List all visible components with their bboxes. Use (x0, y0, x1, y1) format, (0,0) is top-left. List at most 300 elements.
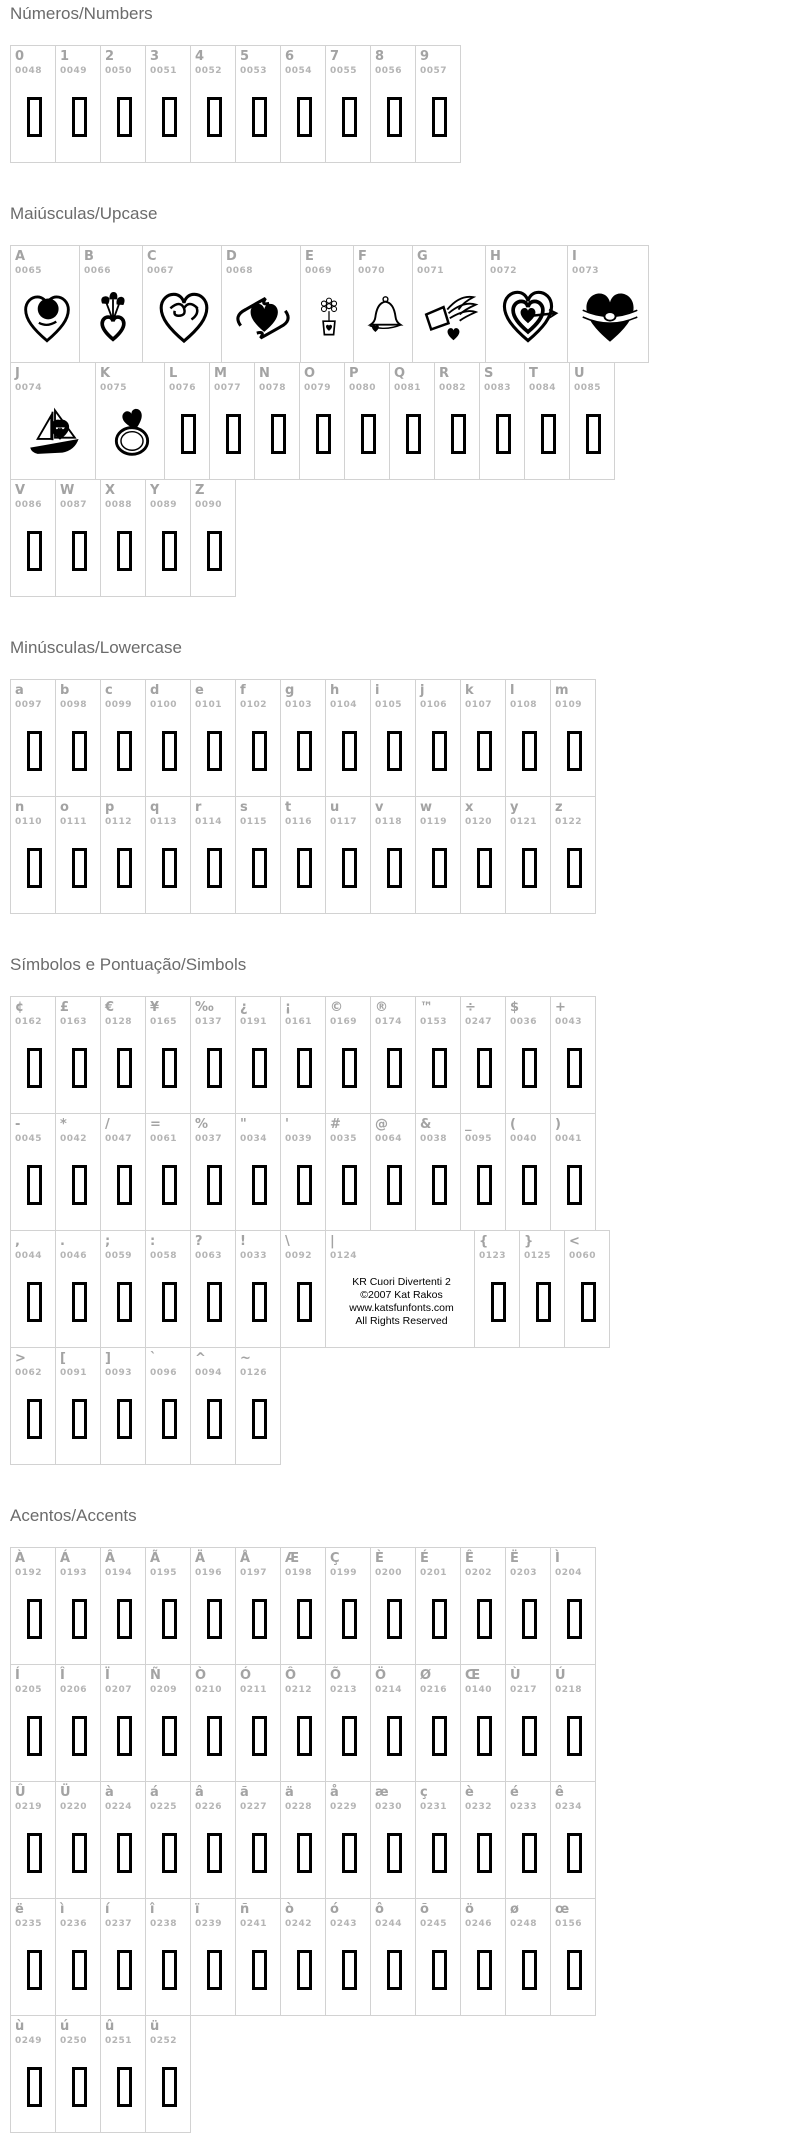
glyph-cell-0165 (145, 996, 191, 1114)
glyph-cell-0061 (145, 1113, 191, 1231)
glyph-preview (465, 1147, 504, 1230)
missing-glyph-icon (522, 1833, 537, 1873)
glyph-char-label: | (330, 1234, 335, 1249)
glyph-cell-0206 (55, 1664, 101, 1782)
glyph-char-label: $ (510, 1000, 520, 1015)
missing-glyph-icon (117, 97, 132, 137)
glyph-unicode-label: 0198 (285, 1568, 313, 1578)
glyph-cell-0083 (479, 362, 525, 480)
glyph-char-label: M (214, 366, 227, 381)
glyph-unicode-label: 0045 (15, 1134, 43, 1144)
missing-glyph-icon (162, 1165, 177, 1205)
glyph-char-label: Œ (465, 1668, 481, 1683)
glyph-unicode-label: 0236 (60, 1919, 88, 1929)
glyph-char-label: : (150, 1234, 156, 1249)
glyph-cell-0207 (100, 1664, 146, 1782)
glyph-unicode-label: 0033 (240, 1251, 268, 1261)
missing-glyph-icon (207, 1950, 222, 1990)
glyph-preview (15, 713, 54, 796)
glyph-cell-0067 (142, 245, 222, 363)
glyph-cell-0101 (190, 679, 236, 797)
glyph-cell-0220 (55, 1781, 101, 1899)
glyph-unicode-label: 0140 (465, 1685, 493, 1695)
glyph-char-label: Ø (420, 1668, 432, 1683)
glyph-preview (150, 513, 189, 596)
glyph-cell-0194 (100, 1547, 146, 1665)
glyph-cell-0198 (280, 1547, 326, 1665)
glyph-char-label: Ù (510, 1668, 521, 1683)
glyph-preview (304, 396, 343, 479)
glyph-cell-0107 (460, 679, 506, 797)
missing-glyph-icon (522, 1950, 537, 1990)
missing-glyph-icon (432, 1833, 447, 1873)
section-lowercase (10, 637, 810, 914)
glyph-unicode-label: 0231 (420, 1802, 448, 1812)
glyph-cell-0120 (460, 796, 506, 914)
glyph-preview (15, 1264, 54, 1347)
glyph-char-label: Y (150, 483, 160, 498)
missing-glyph-icon (567, 1950, 582, 1990)
glyph-preview (240, 713, 279, 796)
glyph-unicode-label: 0055 (330, 66, 358, 76)
missing-glyph-icon (567, 1833, 582, 1873)
missing-glyph-icon (207, 1833, 222, 1873)
glyph-cell-0153 (415, 996, 461, 1114)
glyph-unicode-label: 0060 (569, 1251, 597, 1261)
bell-heart-icon (361, 293, 409, 341)
glyph-preview (484, 396, 523, 479)
glyph-preview (60, 79, 99, 162)
missing-glyph-icon (72, 1950, 87, 1990)
glyph-cell-0076 (164, 362, 210, 480)
missing-glyph-icon (72, 2067, 87, 2107)
glyph-preview (285, 713, 324, 796)
glyph-cell-0217 (505, 1664, 551, 1782)
glyph-cell-0203 (505, 1547, 551, 1665)
glyph-char-label: W (60, 483, 75, 498)
glyph-char-label: œ (555, 1902, 570, 1917)
glyph-cell-0095 (460, 1113, 506, 1231)
glyph-preview (15, 1147, 54, 1230)
glyph-preview (330, 1698, 369, 1781)
missing-glyph-icon (342, 1716, 357, 1756)
missing-glyph-icon (451, 414, 466, 454)
glyph-cell-0074 (10, 362, 96, 480)
missing-glyph-icon (207, 848, 222, 888)
glyph-char-label: £ (60, 1000, 70, 1015)
missing-glyph-icon (72, 1399, 87, 1439)
glyph-char-label: é (510, 1785, 519, 1800)
glyph-cell-0042 (55, 1113, 101, 1231)
glyph-preview (439, 396, 478, 479)
glyph-char-label: [ (60, 1351, 66, 1366)
glyph-unicode-label: 0228 (285, 1802, 313, 1812)
glyph-char-label: ø (510, 1902, 519, 1917)
glyph-unicode-label: 0113 (150, 817, 178, 827)
glyph-unicode-label: 0250 (60, 2036, 88, 2046)
glyph-char-label: d (150, 683, 160, 698)
glyph-preview (195, 1581, 234, 1664)
glyph-unicode-label: 0244 (375, 1919, 403, 1929)
glyph-row (10, 1347, 810, 1465)
glyph-cell-0193 (55, 1547, 101, 1665)
glyph-unicode-label: 0251 (105, 2036, 133, 2046)
glyph-preview (150, 1932, 189, 2015)
glyph-char-label: r (195, 800, 202, 815)
glyph-unicode-label: 0241 (240, 1919, 268, 1929)
glyph-preview (105, 1030, 144, 1113)
glyph-preview (150, 830, 189, 913)
glyph-cell-0078 (254, 362, 300, 480)
glyph-char-label: ] (105, 1351, 111, 1366)
glyph-cell-0051 (145, 45, 191, 163)
missing-glyph-icon (297, 1716, 312, 1756)
glyph-char-label: c (105, 683, 113, 698)
glyph-cell-0079 (299, 362, 345, 480)
missing-glyph-icon (491, 1282, 506, 1322)
glyph-char-label: S (484, 366, 494, 381)
glyph-char-label: " (240, 1117, 247, 1132)
glyph-cell-0039 (280, 1113, 326, 1231)
glyph-preview (420, 1815, 459, 1898)
glyph-unicode-label: 0056 (375, 66, 403, 76)
glyph-unicode-label: 0238 (150, 1919, 178, 1929)
glyph-char-label: o (60, 800, 69, 815)
glyph-preview (420, 1932, 459, 2015)
missing-glyph-icon (387, 1950, 402, 1990)
glyph-cell-0114 (190, 796, 236, 914)
glyph-preview (375, 79, 414, 162)
glyph-unicode-label: 0053 (240, 66, 268, 76)
glyph-preview (285, 79, 324, 162)
glyph-cell-0140 (460, 1664, 506, 1782)
glyph-preview (420, 79, 459, 162)
glyph-preview (420, 1581, 459, 1664)
glyph-preview (375, 1147, 414, 1230)
glyph-preview (100, 396, 163, 479)
glyph-unicode-label: 0118 (375, 817, 403, 827)
glyph-unicode-label: 0232 (465, 1802, 493, 1812)
missing-glyph-icon (207, 1048, 222, 1088)
glyph-char-label: Ã (150, 1551, 161, 1566)
glyph-char-label: A (15, 249, 26, 264)
glyph-char-label: ë (15, 1902, 24, 1917)
missing-glyph-icon (72, 1716, 87, 1756)
glyph-unicode-label: 0034 (240, 1134, 268, 1144)
glyph-preview (60, 1815, 99, 1898)
glyph-char-label: Ë (510, 1551, 519, 1566)
missing-glyph-icon (297, 1282, 312, 1322)
glyph-preview (240, 1264, 279, 1347)
missing-glyph-icon (162, 1599, 177, 1639)
glyph-unicode-label: 0252 (150, 2036, 178, 2046)
glyph-preview (15, 2049, 54, 2132)
glyph-char-label: Z (195, 483, 205, 498)
glyph-preview (375, 830, 414, 913)
glyph-preview (285, 1581, 324, 1664)
glyph-preview (285, 1147, 324, 1230)
glyph-preview (195, 1030, 234, 1113)
glyph-char-label: ì (60, 1902, 65, 1917)
glyph-cell-0087 (55, 479, 101, 597)
glyph-char-label: < (569, 1234, 580, 1249)
glyph-preview (15, 279, 78, 362)
glyph-preview (150, 713, 189, 796)
glyph-preview (330, 1815, 369, 1898)
missing-glyph-icon (117, 1165, 132, 1205)
glyph-preview (195, 1932, 234, 2015)
glyph-unicode-label: 0088 (105, 500, 133, 510)
glyph-char-label: K (100, 366, 111, 381)
glyph-preview (330, 1932, 369, 2015)
glyph-unicode-label: 0230 (375, 1802, 403, 1812)
glyph-unicode-label: 0090 (195, 500, 223, 510)
glyph-unicode-label: 0050 (105, 66, 133, 76)
glyph-cell-0065 (10, 245, 80, 363)
glyph-cell-0236 (55, 1898, 101, 2016)
font-info-text (330, 1276, 473, 1328)
glyph-cell-0040 (505, 1113, 551, 1231)
glyph-preview (555, 1581, 594, 1664)
glyph-char-label: s (240, 800, 248, 815)
glyph-char-label: w (420, 800, 433, 815)
glyph-char-label: N (259, 366, 270, 381)
missing-glyph-icon (522, 848, 537, 888)
heart-balloon-icon (18, 288, 76, 346)
glyph-cell-0197 (235, 1547, 281, 1665)
missing-glyph-icon (27, 731, 42, 771)
glyph-char-label: T (529, 366, 538, 381)
glyph-cell-0073 (567, 245, 649, 363)
glyph-char-label: Ò (195, 1668, 207, 1683)
glyph-cell-0103 (280, 679, 326, 797)
glyph-char-label: À (15, 1551, 26, 1566)
glyph-unicode-label: 0044 (15, 1251, 43, 1261)
glyph-unicode-label: 0058 (150, 1251, 178, 1261)
glyph-char-label: & (420, 1117, 432, 1132)
glyph-char-label: ! (240, 1234, 246, 1249)
glyph-char-label: Ö (375, 1668, 387, 1683)
glyph-cell-0104 (325, 679, 371, 797)
glyph-preview (375, 1581, 414, 1664)
glyph-char-label: . (60, 1234, 65, 1249)
missing-glyph-icon (567, 1048, 582, 1088)
glyph-cell-0200 (370, 1547, 416, 1665)
glyph-char-label: ò (285, 1902, 294, 1917)
glyph-unicode-label: 0049 (60, 66, 88, 76)
glyph-cell-0059 (100, 1230, 146, 1348)
glyph-unicode-label: 0112 (105, 817, 133, 827)
missing-glyph-icon (252, 1716, 267, 1756)
glyph-unicode-label: 0123 (479, 1251, 507, 1261)
glyph-char-label: U (574, 366, 585, 381)
glyph-preview (555, 830, 594, 913)
glyph-cell-0096 (145, 1347, 191, 1465)
missing-glyph-icon (72, 97, 87, 137)
missing-glyph-icon (207, 531, 222, 571)
glyph-char-label: _ (465, 1117, 472, 1132)
glyph-cell-0066 (79, 245, 143, 363)
glyph-preview (572, 279, 647, 362)
glyph-unicode-label: 0078 (259, 383, 287, 393)
glyph-unicode-label: 0048 (15, 66, 43, 76)
glyph-unicode-label: 0098 (60, 700, 88, 710)
glyph-cell-0071 (412, 245, 486, 363)
glyph-row (10, 796, 810, 914)
missing-glyph-icon (252, 1399, 267, 1439)
glyph-unicode-label: 0137 (195, 1017, 223, 1027)
glyph-cell-0174 (370, 996, 416, 1114)
glyph-row (10, 245, 810, 363)
glyph-preview (105, 513, 144, 596)
glyph-char-label: ú (60, 2019, 70, 2034)
glyph-char-label: 0 (15, 49, 25, 64)
glyph-preview (60, 1264, 99, 1347)
glyph-preview (240, 830, 279, 913)
glyph-unicode-label: 0093 (105, 1368, 133, 1378)
glyph-cell-0204 (550, 1547, 596, 1665)
glyph-char-label: â (195, 1785, 204, 1800)
glyph-preview (15, 1381, 54, 1464)
glyph-preview (420, 830, 459, 913)
glyph-unicode-label: 0103 (285, 700, 313, 710)
glyph-char-label: ® (375, 1000, 388, 1015)
glyph-char-label: % (195, 1117, 209, 1132)
glyph-cell-0088 (100, 479, 146, 597)
font-info-line: KR Cuori Divertenti 2 (352, 1275, 451, 1288)
missing-glyph-icon (72, 531, 87, 571)
glyph-preview (330, 830, 369, 913)
glyph-unicode-label: 0247 (465, 1017, 493, 1027)
missing-glyph-icon (297, 848, 312, 888)
glyph-preview (465, 1030, 504, 1113)
glyph-preview (555, 1147, 594, 1230)
glyph-preview (240, 79, 279, 162)
glyph-unicode-label: 0117 (330, 817, 358, 827)
missing-glyph-icon (117, 1048, 132, 1088)
glyph-unicode-label: 0233 (510, 1802, 538, 1812)
missing-glyph-icon (297, 1833, 312, 1873)
glyph-preview (490, 279, 566, 362)
glyph-preview (105, 2049, 144, 2132)
glyph-unicode-label: 0202 (465, 1568, 493, 1578)
glyph-unicode-label: 0224 (105, 1802, 133, 1812)
missing-glyph-icon (387, 731, 402, 771)
missing-glyph-icon (567, 848, 582, 888)
glyph-char-label: , (15, 1234, 20, 1249)
missing-glyph-icon (252, 1599, 267, 1639)
glyph-unicode-label: 0052 (195, 66, 223, 76)
glyph-unicode-label: 0080 (349, 383, 377, 393)
glyph-unicode-label: 0161 (285, 1017, 313, 1027)
glyph-preview (330, 79, 369, 162)
glyph-cell-0202 (460, 1547, 506, 1665)
glyph-cell-0123 (474, 1230, 520, 1348)
glyph-preview (465, 1698, 504, 1781)
glyph-cell-0156 (550, 1898, 596, 2016)
glyph-cell-0235 (10, 1898, 56, 2016)
missing-glyph-icon (162, 2067, 177, 2107)
glyph-cell-0218 (550, 1664, 596, 1782)
glyph-char-label: å (330, 1785, 339, 1800)
glyph-preview (394, 396, 433, 479)
glyph-cell-0069 (300, 245, 354, 363)
glyph-char-label: ô (375, 1902, 384, 1917)
missing-glyph-icon (522, 1599, 537, 1639)
glyph-cell-0209 (145, 1664, 191, 1782)
glyph-unicode-label: 0249 (15, 2036, 43, 2046)
missing-glyph-icon (27, 1950, 42, 1990)
glyph-row (10, 1230, 810, 1348)
missing-glyph-icon (297, 1599, 312, 1639)
glyph-cell-0041 (550, 1113, 596, 1231)
glyph-cell-0072 (485, 245, 568, 363)
glyph-char-label: 4 (195, 49, 205, 64)
glyph-cell-0121 (505, 796, 551, 914)
glyph-preview (60, 1381, 99, 1464)
glyph-preview (150, 1030, 189, 1113)
glyph-cell-0092 (280, 1230, 326, 1348)
glyph-preview (105, 1698, 144, 1781)
glyph-unicode-label: 0212 (285, 1685, 313, 1695)
glyph-cell-0038 (415, 1113, 461, 1231)
glyph-cell-0064 (370, 1113, 416, 1231)
glyph-char-label: Ï (105, 1668, 110, 1683)
glyph-unicode-label: 0085 (574, 383, 602, 393)
glyph-unicode-label: 0153 (420, 1017, 448, 1027)
missing-glyph-icon (72, 1833, 87, 1873)
missing-glyph-icon (72, 1048, 87, 1088)
missing-glyph-icon (72, 1599, 87, 1639)
glyph-cell-0247 (460, 996, 506, 1114)
glyph-char-label: I (572, 249, 577, 264)
missing-glyph-icon (316, 414, 331, 454)
glyph-preview (555, 1030, 594, 1113)
glyph-preview (240, 1698, 279, 1781)
missing-glyph-icon (27, 848, 42, 888)
missing-glyph-icon (522, 1716, 537, 1756)
glyph-cell-0118 (370, 796, 416, 914)
glyph-unicode-label: 0039 (285, 1134, 313, 1144)
glyph-cell-0047 (100, 1113, 146, 1231)
glyph-unicode-label: 0229 (330, 1802, 358, 1812)
glyph-cell-0169 (325, 996, 371, 1114)
glyph-cell-0119 (415, 796, 461, 914)
glyph-cell-0100 (145, 679, 191, 797)
glyph-cell-0062 (10, 1347, 56, 1465)
glyph-preview (15, 1932, 54, 2015)
missing-glyph-icon (387, 1599, 402, 1639)
glyph-preview (150, 2049, 189, 2132)
glyph-unicode-label: 0108 (510, 700, 538, 710)
glyph-char-label: ù (15, 2019, 25, 2034)
missing-glyph-icon (72, 848, 87, 888)
missing-glyph-icon (432, 848, 447, 888)
glyph-char-label: 3 (150, 49, 160, 64)
glyph-unicode-label: 0192 (15, 1568, 43, 1578)
glyph-unicode-label: 0101 (195, 700, 223, 710)
glyph-preview (60, 1581, 99, 1664)
glyph-unicode-label: 0107 (465, 700, 493, 710)
glyph-row (10, 1113, 810, 1231)
glyph-char-label: ` (150, 1351, 157, 1366)
glyph-unicode-label: 0077 (214, 383, 242, 393)
glyph-char-label: 1 (60, 49, 70, 64)
missing-glyph-icon (406, 414, 421, 454)
glyph-preview (465, 1815, 504, 1898)
glyph-unicode-label: 0204 (555, 1568, 583, 1578)
glyph-cell-0226 (190, 1781, 236, 1899)
